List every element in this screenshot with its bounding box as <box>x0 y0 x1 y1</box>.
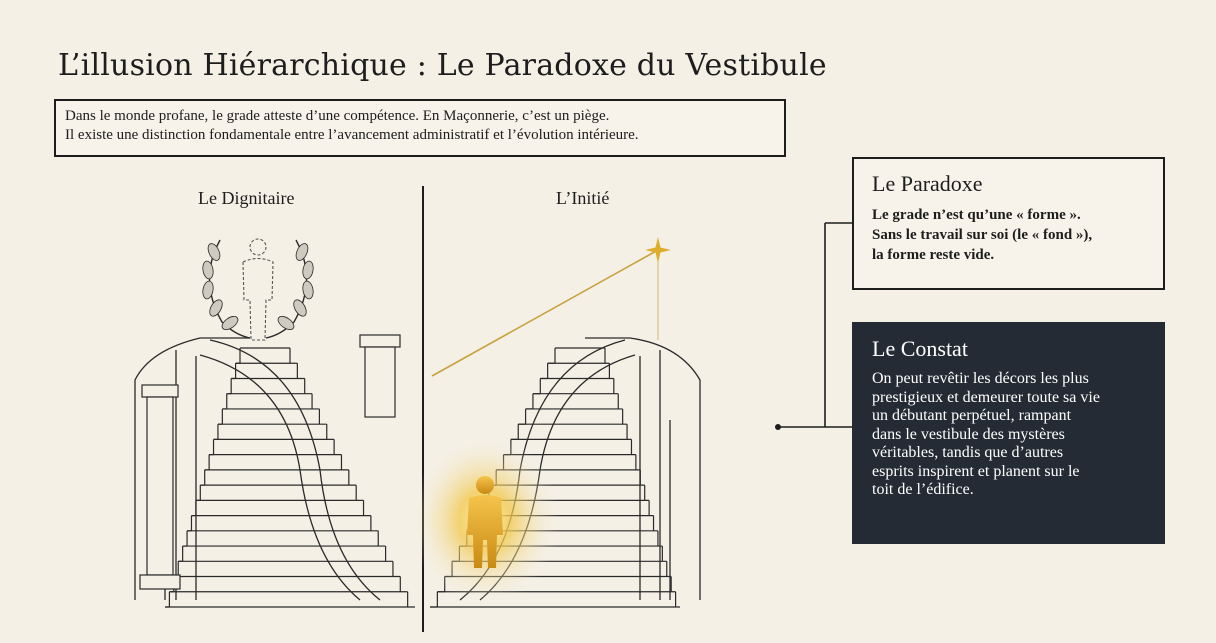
glowing-figure-icon <box>410 435 560 605</box>
statue-icon <box>243 239 273 340</box>
star-icon <box>645 237 671 263</box>
left-column <box>140 335 400 589</box>
constat-line: véritables, tandis que d’autres <box>872 444 1064 461</box>
page-title: L’illusion Hiérarchique : Le Paradoxe du Vestibule <box>58 48 827 83</box>
intro-line-1: Dans le monde profane, le grade atteste d’une compétence. En Maçonnerie, c’est un piège. <box>65 108 610 124</box>
paradoxe-box <box>852 157 1165 290</box>
dignitaire-label: Le Dignitaire <box>198 188 295 208</box>
constat-line: toit de l’édifice. <box>872 481 974 498</box>
connector-bracket <box>770 215 860 440</box>
constat-line: un débutant perpétuel, rampant <box>872 407 1072 424</box>
paradoxe-body <box>872 205 1145 265</box>
paradoxe-line: la forme reste vide. <box>872 247 995 263</box>
constat-body <box>872 370 1145 500</box>
initie-label: L’Initié <box>556 188 610 208</box>
light-ray <box>432 250 658 376</box>
constat-heading: Le Constat <box>872 336 968 361</box>
constat-box <box>852 322 1165 544</box>
constat-line: esprits inspirent et planent sur le <box>872 462 1080 480</box>
paradoxe-line: Sans le travail sur soi (le « fond »), <box>872 227 1093 243</box>
paradoxe-heading: Le Paradoxe <box>872 171 983 196</box>
constat-line: dans le vestibule des mystères <box>872 425 1065 443</box>
constat-line: On peut revêtir les décors les plus <box>872 370 1089 387</box>
constat-line: prestigieux et demeurer toute sa vie <box>872 388 1100 406</box>
paradoxe-line: Le grade n’est qu’une « forme ». <box>872 207 1081 223</box>
intro-line-2: Il existe une distinction fondamentale entre l’avancement administratif et l’évolution intérieure. <box>65 127 639 143</box>
